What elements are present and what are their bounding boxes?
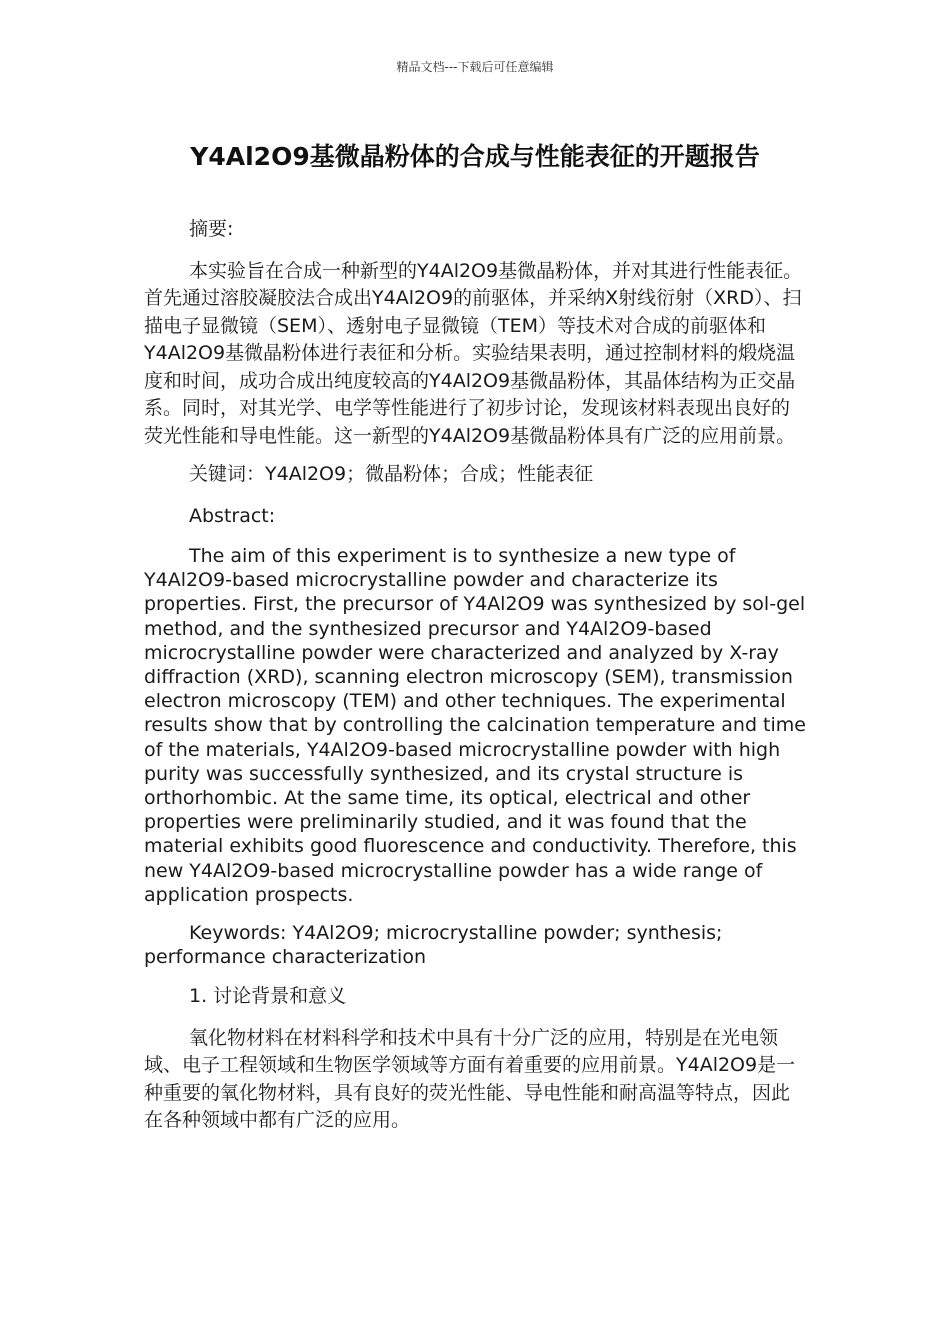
abstract-cn-paragraph: 本实验旨在合成一种新型的Y4Al2O9基微晶粉体，并对其进行性能表征。首先通过溶胶凝胶法合成出Y4Al2O9的前驱体，并采纳X射线衍射（XRD）、扫描电子显微镜（SEM）、透射电子显微镜（TEM）等技术对合成的前驱体和Y4Al2O9基微晶粉体进行表征和分析。实验结果表明，通过控制材料的煅烧温度和时间，成功合成出纯度较高的Y4Al2O9基微晶粉体，其晶体结构为正交晶系。同时，对其光学、电学等性能进行了初步讨论，发现该材料表现出良好的荧光性能和导电性能。这一新型的Y4Al2O9基微晶粉体具有广泛的应用前景。: [144, 259, 803, 447]
abstract-en-label: Abstract:: [189, 504, 276, 527]
abstract-en-paragraph: The aim of this experiment is to synthesize a new type of Y4Al2O9-based microcrystalline powder and characterize its properties. First, the precursor of Y4Al2O9 was synthesized by sol-gel method, and the synthesized precursor and Y4Al2O9-based microcrystalline powder were characterized and analyzed by X-ray diffraction (XRD), scanning electron microscopy (SEM), transmission electron microscopy (TEM) and other techniques. The experimental results show that by controlling the calcination temperature and time of the materials, Y4Al2O9-based microcrystalline powder with high purity was successfully synthesized, and its crystal structure is orthorhombic. At the same time, its optical, electrical and other properties were preliminarily studied, and it was found that the material exhibits good fluorescence and conductivity. Therefore, this new Y4Al2O9-based microcrystalline powder has a wide range of application prospects.: [144, 545, 806, 906]
document-body: [144, 216, 808, 1146]
document-title: Y4Al2O9基微晶粉体的合成与性能表征的开题报告: [190, 142, 760, 171]
section-1-heading: 1. 讨论背景和意义: [189, 985, 347, 1008]
header-note: 精品文档---下载后可任意编辑: [396, 60, 554, 74]
keywords-en: Keywords: Y4Al2O9; microcrystalline powder; synthesis; performance characterization: [144, 922, 723, 969]
keywords-cn: 关键词：Y4Al2O9；微晶粉体；合成；性能表征: [189, 463, 594, 485]
abstract-cn-label: 摘要:: [189, 218, 234, 240]
section-1-paragraph: 氧化物材料在材料科学和技术中具有十分广泛的应用，特别是在光电领域、电子工程领域和生物医学领域等方面有着重要的应用前景。Y4Al2O9是一种重要的氧化物材料，具有良好的荧光性能、导电性能和耐高温等特点，因此在各种领域中都有广泛的应用。: [144, 1026, 796, 1132]
